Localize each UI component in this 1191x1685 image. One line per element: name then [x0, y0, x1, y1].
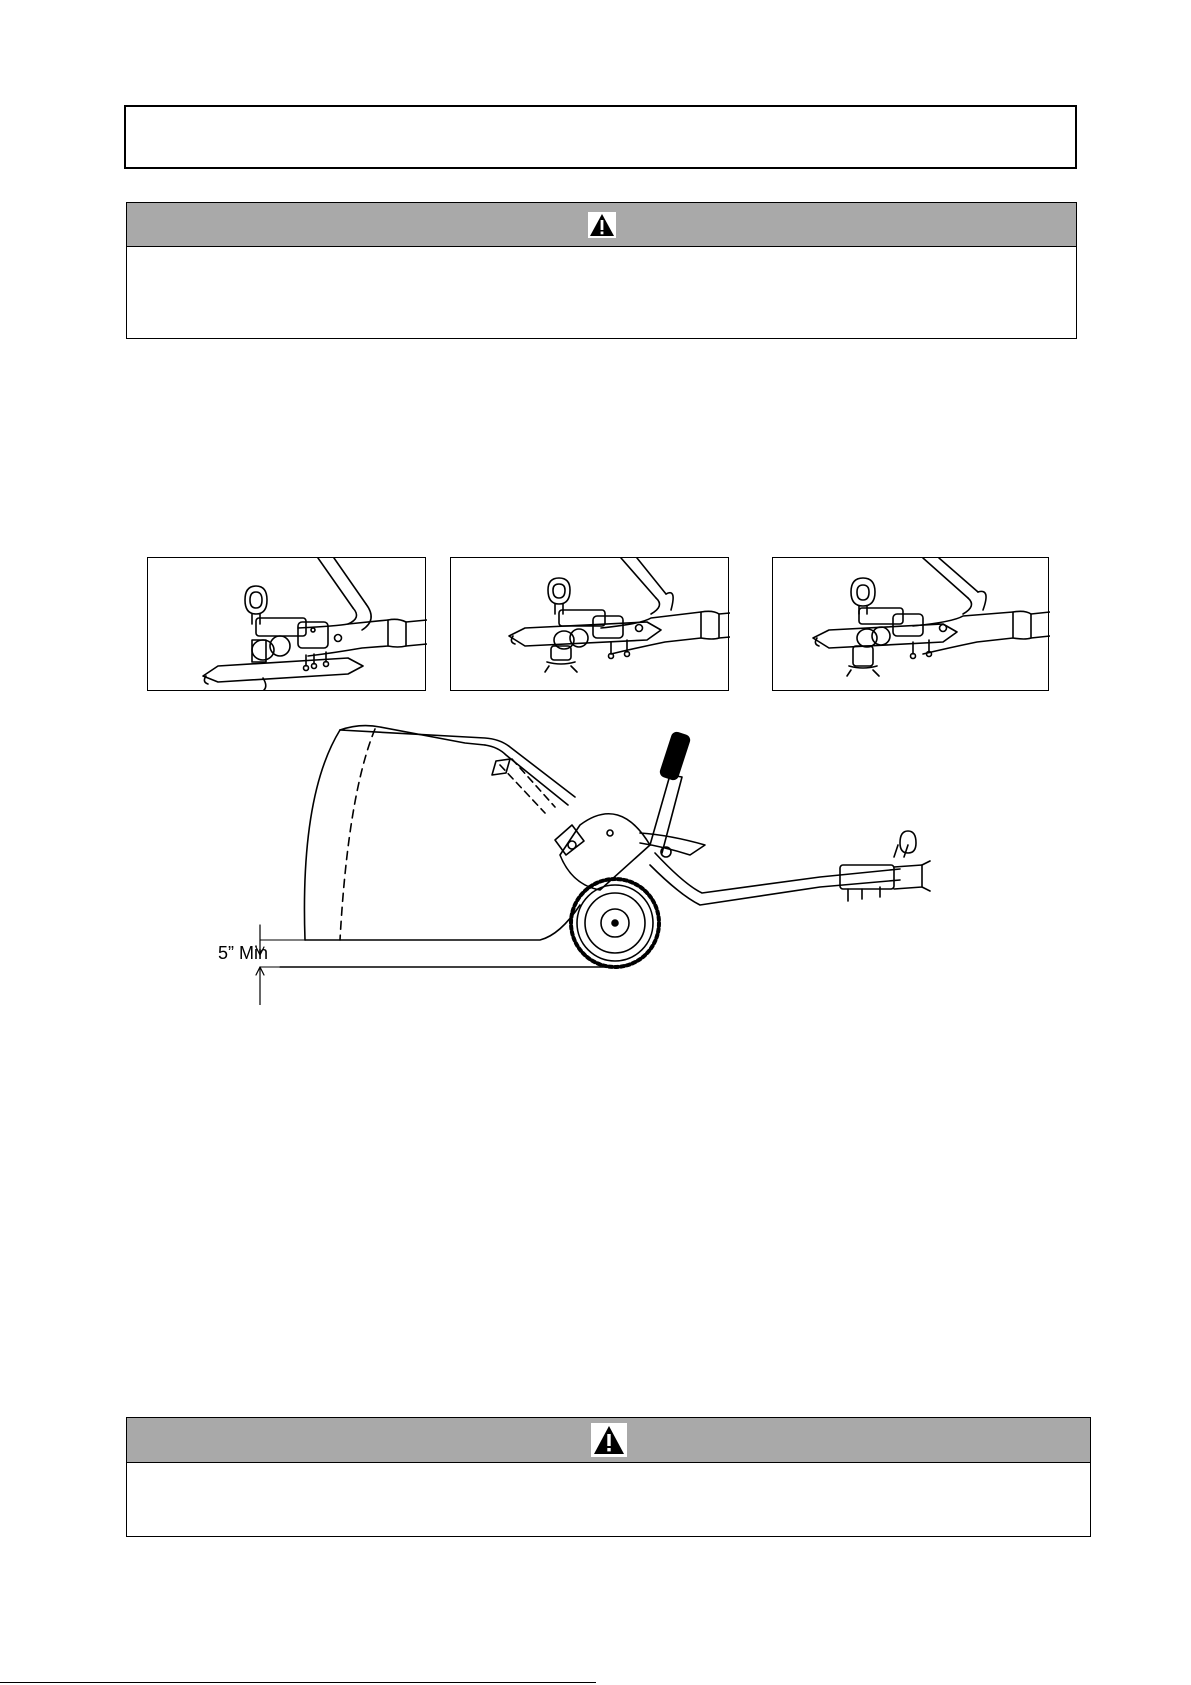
hitch-assembly-drawing	[451, 558, 730, 692]
spreader-side-view-drawing	[200, 715, 960, 1005]
hitch-detail-figure-3	[772, 557, 1049, 691]
hitch-detail-figure-1	[147, 557, 426, 691]
hitch-detail-figure-2	[450, 557, 729, 691]
warning-triangle-icon	[588, 212, 616, 238]
warning-box-top	[126, 202, 1077, 339]
footer-rule	[0, 1682, 596, 1683]
warning-header-bar	[127, 1418, 1090, 1463]
warning-triangle-icon	[591, 1423, 627, 1457]
hitch-assembly-drawing	[148, 558, 427, 692]
warning-header-bar	[127, 203, 1076, 247]
clearance-dimension-label: 5” Min	[218, 943, 269, 963]
hitch-assembly-drawing	[773, 558, 1050, 692]
header-title-box	[124, 105, 1077, 169]
warning-box-bottom	[126, 1417, 1091, 1537]
